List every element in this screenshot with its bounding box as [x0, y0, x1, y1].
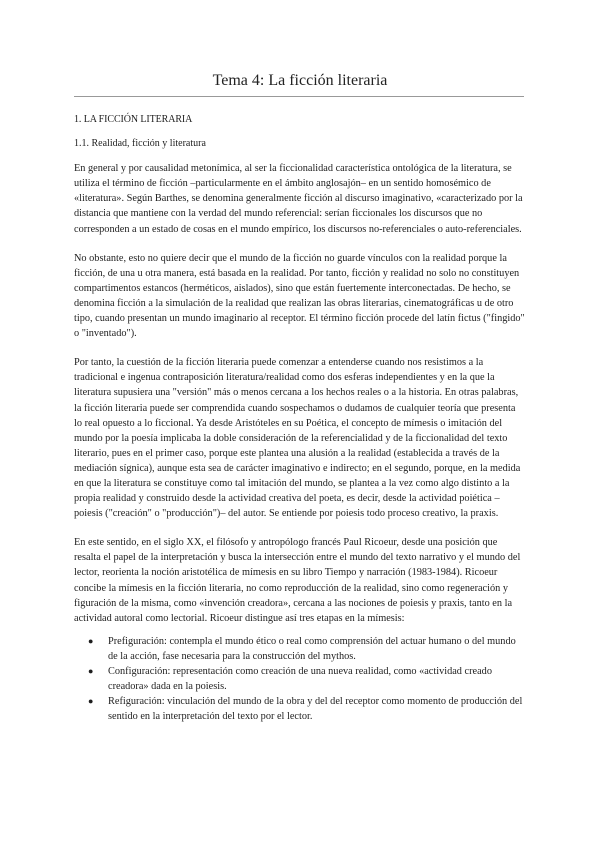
paragraph: En general y por causalidad metonímica, al ser la ficcionalidad característica ontológica de la literatura, se utiliza el término de ficción –particularmente en el ámbito anglosajón– en un sentido homosémico de «literatura». Según Barthes, se denomina generalmente ficción al discurso imaginativo, «caracterizado por la distancia que mantiene con la verdad del mundo referencial: serían ficcionales los discursos que no corresponden a un estado de cosas en el mundo empírico, los discursos no-referenciales o auto-referenciales.: [74, 163, 523, 235]
document-title: Tema 4: La ficción literaria: [212, 72, 388, 89]
document-body: [74, 112, 526, 724]
paragraph: No obstante, esto no quiere decir que el mundo de la ficción no guarde vínculos con la realidad porque la ficción, de una u otra manera, está basada en la realidad. Por tanto, ficción y realidad no solo no constituyen compartimentos estancos (herméticos, aislados), sino que están fuertemente interconectadas. De hecho, se denomina ficción a la simulación de la realidad que realizan las obras literarias, cinematográficas u de otro tipo, cuando presentan un mundo imaginario al receptor. El término ficción procede del latín fictus ("fingido" o "inventado").: [74, 252, 525, 340]
list-item-text: Prefiguración: contempla el mundo ético o real como comprensión del actuar humano o del mundo de la acción, fase necesaria para la construcción del mythos.: [108, 635, 516, 662]
bullet-icon: ●: [88, 635, 94, 646]
list-item: [74, 664, 526, 694]
list-item-text: Configuración: representación como creación de una nueva realidad, como «actividad creado creadora» dada en la poiesis.: [108, 666, 492, 693]
mimesis-stages-list: [74, 634, 526, 725]
section-heading: 1. LA FICCIÓN LITERARIA: [74, 114, 193, 125]
list-item-text: Refiguración: vinculación del mundo de la obra y del del receptor como momento de producción del sentido en la interpretación del texto por el lector.: [108, 696, 523, 723]
list-item: [74, 694, 526, 724]
bullet-icon: ●: [88, 666, 94, 676]
paragraph: En este sentido, en el siglo XX, el filósofo y antropólogo francés Paul Ricoeur, desde una posición que resalta el papel de la interpretación y busca la intersección entre el mundo del texto narrativo y el mundo del lector, reorienta la noción aristotélica de mímesis en su libro Tiempo y narración (1983-1984). Ricoeur concibe la mímesis en la ficción literaria, no como reproducción de la realidad, sino como regeneración y figuración de la misma, como «invención creadora», cercana a las nociones de poiesis y praxis, tanto en la actividad autoral como lectorial. Ricoeur distingue así tres etapas en la mímesis:: [74, 537, 521, 624]
subsection-heading: 1.1. Realidad, ficción y literatura: [74, 138, 206, 150]
list-item: [74, 634, 526, 664]
bullet-icon: ●: [88, 696, 94, 707]
paragraph: Por tanto, la cuestión de la ficción literaria puede comenzar a entenderse cuando nos resistimos a la tradicional e ingenua contraposición literatura/realidad como dos esferas independientes y en la que la literatura supusiera una "versión" más o menos cercana a los hechos reales o a la historia. En otras palabras, la ficción literaria puede ser comprendida cuando sospechamos o dudamos de cualquier teoría que presenta lo real opuesto a lo ficcional. Ya desde Aristóteles en su Poética, el concepto de mímesis o imitación del mundo por la poesía implicaba la doble consideración de la referencialidad y de la ficcionalidad del texto literario, pues en el primer caso, porque este plantea una alusión a la realidad (establecida a través de la mediación sígnica), aunque esta sea de carácter imaginativo e indirecto; en el segundo, porque, en la medida en que la literatura se constituye como tal imitación del mundo, se plantea a la vez como algo distinto a la propia realidad y construido desde la actividad creativa del poeta, es decir, desde la actividad poiética –poiesis ("creación" o "producción")– del autor. Se entiende por poiesis todo proceso creativo, la praxis.: [74, 357, 521, 520]
title-divider: [74, 96, 524, 97]
